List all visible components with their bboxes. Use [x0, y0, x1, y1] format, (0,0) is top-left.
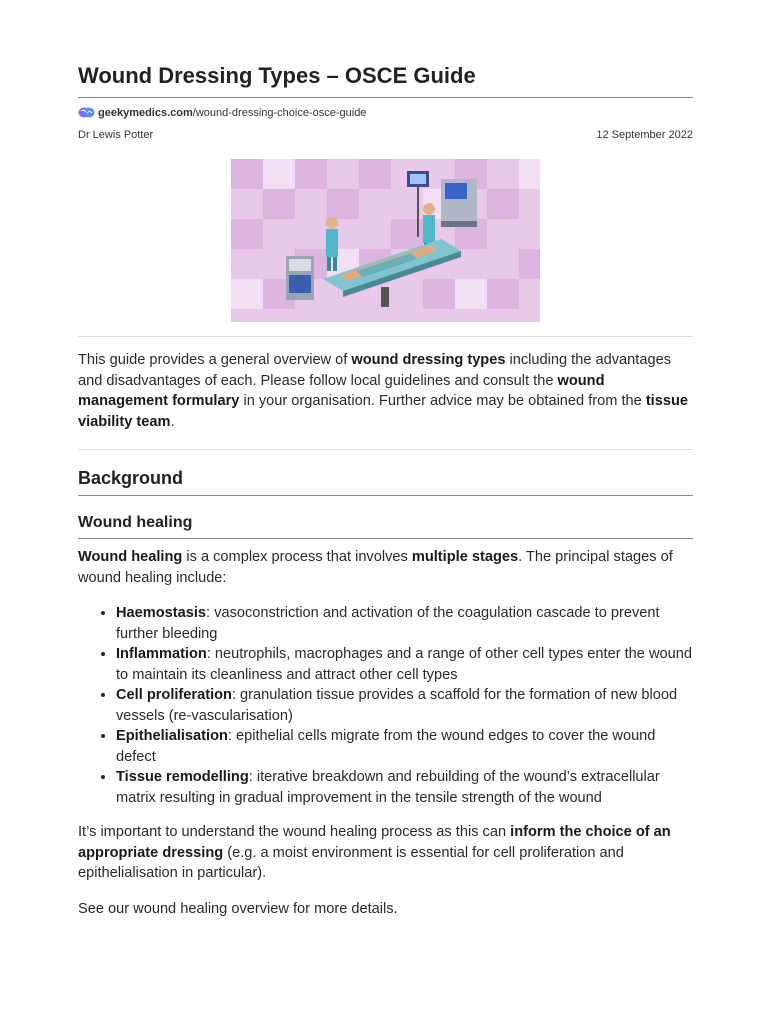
para-text: . The principal stages of wound healing include: [78, 549, 673, 586]
healing-stages-list [78, 603, 693, 808]
list-item [116, 726, 693, 767]
intro-text: in your organisation. Further advice may be obtained from the [239, 393, 646, 409]
para-text: is a complex process that involves [182, 549, 412, 565]
para-bold: inform the choice of an appropriate dressing [78, 824, 671, 861]
subsection-heading-wound-healing: Wound healing [78, 514, 693, 539]
operating-theatre-illustration [231, 159, 540, 322]
list-item [116, 767, 693, 808]
list-item [116, 685, 693, 726]
stage-desc: : epithelial cells migrate from the wound edges to cover the wound defect [116, 728, 656, 765]
page-title: Wound Dressing Types – OSCE Guide [78, 63, 693, 98]
intro-text: including the advantages and disadvantages of each. Please follow local guidelines and consult the [78, 352, 671, 389]
list-item [116, 644, 693, 685]
stage-desc: : vasoconstriction and activation of the coagulation cascade to prevent further bleeding [116, 605, 660, 642]
article-meta [78, 129, 693, 141]
source-path[interactable]: /wound-dressing-choice-osce-guide [192, 106, 367, 119]
publish-date: 12 September 2022 [596, 129, 693, 141]
stage-desc: : iterative breakdown and rebuilding of the wound’s extracellular matrix resulting in gradual improvement in the tensile strength of the wound [116, 769, 660, 806]
list-item [116, 603, 693, 644]
para-text: (e.g. a moist environment is essential for cell proliferation and epithelialisation in particular). [78, 844, 624, 881]
dressing-choice-paragraph [78, 822, 693, 884]
intro-bold: tissue viability team [78, 393, 688, 430]
wound-healing-paragraph [78, 547, 693, 588]
author: Dr Lewis Potter [78, 129, 154, 141]
para-text: It’s important to understand the wound healing process as this can [78, 824, 511, 840]
divider-top [78, 336, 693, 337]
intro-paragraph [78, 350, 693, 432]
hero-illustration [231, 159, 540, 322]
intro-text: . [170, 413, 175, 430]
intro-text: This guide provides a general overview of [78, 352, 352, 368]
stage-desc: : neutrophils, macrophages and a range of other cell types enter the wound to maintain its cleanliness and attract other cell types [116, 646, 692, 683]
source-line[interactable] [78, 106, 366, 119]
section-heading-background: Background [78, 468, 693, 496]
stage-term: Inflammation [116, 646, 207, 662]
stage-term: Epithelialisation [116, 728, 228, 744]
para-bold: multiple stages [411, 549, 519, 565]
intro-bold: wound dressing types [351, 352, 506, 368]
divider-middle [78, 449, 693, 450]
source-domain[interactable]: geekymedics.com [98, 106, 193, 119]
stage-term: Haemostasis [116, 605, 207, 621]
overview-link-paragraph[interactable]: See our wound healing overview for more details. [78, 901, 398, 917]
stage-desc: : granulation tissue provides a scaffold for the formation of new blood vessels (re-vascularisation) [116, 687, 678, 724]
para-bold: Wound healing [78, 549, 183, 565]
stage-term: Tissue remodelling [116, 769, 249, 785]
stage-term: Cell proliferation [116, 687, 232, 703]
intro-bold: wound management formulary [78, 372, 605, 409]
brain-icon [78, 106, 95, 119]
